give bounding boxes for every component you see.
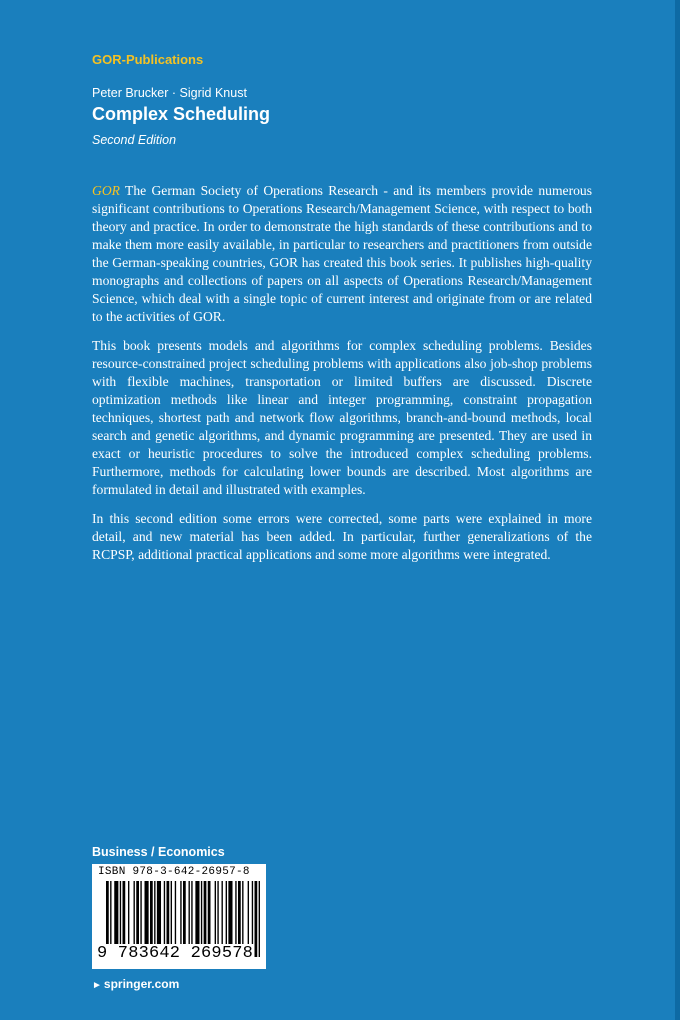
website-label: springer.com	[103, 977, 180, 991]
barcode-bar	[222, 881, 223, 945]
barcode-bar	[171, 881, 172, 945]
blurb-paragraph-2: This book presents models and algorithms for complex scheduling problems. Besides resource-constrained project scheduling problems with applications also job-shop problems with flexible machines, transportation or limited buffers are discussed. Discrete optimization methods like linear and integer programming, constraint propagation techniques, shortest path and network flow algorithms, branch-and-bound methods, local search and genetic algorithms, and dynamic programming are presented. They are used in exact or heuristic procedures to solve the introduced complex scheduling problems. Furthermore, methods for calculating lower bounds are described. Most algorithms are formulated in detail and illustrated with examples.	[92, 338, 592, 497]
barcode-bar	[204, 881, 207, 945]
barcode-bar	[195, 881, 199, 945]
series-label: GOR-Publications	[92, 52, 204, 67]
barcode-bar	[235, 881, 236, 945]
isbn-text: ISBN 978-3-642-26957-8	[98, 866, 250, 878]
category-label: Business / Economics	[92, 845, 225, 859]
arrow-icon: ►	[92, 980, 102, 991]
ean-digits: 9 783642 269578	[97, 944, 254, 963]
barcode-bar	[226, 881, 227, 945]
barcode-bar	[191, 881, 192, 945]
barcode	[92, 864, 266, 969]
blurb-text	[92, 182, 592, 575]
blurb-paragraph-1-body: The German Society of Operations Research - and its members provide numerous significant contributions to Operations Research/Management Science, with respect to both theory and practice. In order to demonstrate the high standards of these contributions and to make them more easily available, in particular to researchers and practitioners from outside the German-speaking countries, GOR has created this book series. It publishes high-quality monographs and collections of papers on all aspects of Operations Research/Management Science, which deal with a single topic of current interest and originate from or are related to the activities of GOR.	[92, 183, 592, 324]
barcode-bar	[238, 881, 241, 945]
barcode-bar	[157, 881, 161, 945]
barcode-bar	[145, 881, 149, 945]
barcode-bar	[175, 881, 176, 945]
blurb-paragraph-3: In this second edition some errors were corrected, some parts were explained in more detail, and new material has been added. In particular, further generalizations of the RCPSP, additional practical applications and some more algorithms were integrated.	[92, 511, 592, 562]
barcode-bar	[248, 881, 249, 945]
barcode-bar	[164, 881, 165, 945]
authors-line: Peter Brucker · Sigrid Knust	[92, 86, 247, 100]
barcode-bar	[167, 881, 170, 945]
barcode-bar	[154, 881, 155, 945]
spine-edge	[675, 0, 680, 1020]
book-title: Complex Scheduling	[92, 104, 271, 124]
barcode-bar	[128, 881, 129, 945]
barcode-bar	[215, 881, 216, 945]
barcode-bar	[208, 881, 211, 945]
barcode-bar	[228, 881, 232, 945]
barcode-bar	[120, 881, 121, 945]
edition-label: Second Edition	[92, 133, 177, 147]
barcode-bar	[136, 881, 139, 945]
gor-lead: GOR	[92, 183, 120, 198]
barcode-bar	[180, 881, 181, 945]
barcode-bar	[123, 881, 126, 945]
blurb-paragraph-1	[92, 182, 592, 326]
barcode-bar	[252, 881, 253, 945]
ean-number	[96, 944, 262, 963]
barcode-bar	[140, 881, 141, 945]
publisher-website[interactable]	[92, 977, 179, 991]
barcode-bar	[189, 881, 190, 945]
barcode-bar	[217, 881, 218, 945]
barcode-bar	[134, 881, 135, 945]
barcode-bar	[242, 881, 243, 945]
barcode-bar	[201, 881, 202, 945]
barcode-bar	[150, 881, 153, 945]
barcode-bar	[114, 881, 118, 945]
